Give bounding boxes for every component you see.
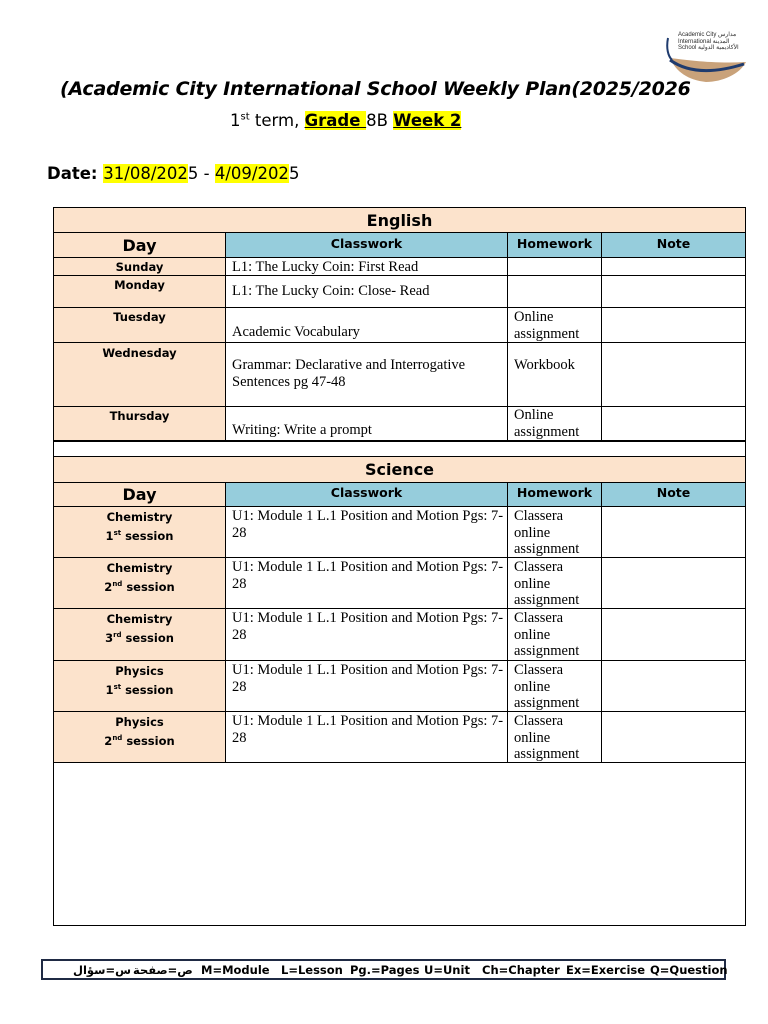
- legend-page-ar: ص=صفحة: [133, 963, 193, 977]
- science-classwork-row-4: U1: Module 1 L.1 Position and Motion Pgs: 7-28: [226, 661, 508, 712]
- science-session-sup-4: st: [113, 683, 122, 691]
- english-day-sunday: Sunday: [54, 258, 226, 276]
- english-note-header: Note: [602, 233, 745, 258]
- science-classwork-row-3: U1: Module 1 L.1 Position and Motion Pgs: 7-28: [226, 609, 508, 661]
- legend-chapter: Ch=Chapter: [482, 963, 560, 977]
- english-homework-sunday: [508, 258, 602, 276]
- grade-label: Grade: [304, 111, 367, 130]
- english-classwork-monday: L1: The Lucky Coin: Close- Read: [226, 276, 508, 308]
- science-session-num-4: 1: [105, 682, 114, 697]
- english-note-wednesday: [602, 343, 745, 407]
- english-day-tuesday: Tuesday: [54, 308, 226, 343]
- legend-pages: Pg.=Pages: [350, 963, 420, 977]
- english-note-monday: [602, 276, 745, 308]
- english-homework-wednesday: Workbook: [508, 343, 602, 407]
- science-session-label-4: session: [121, 682, 174, 697]
- logo-arabic1: مدارس: [718, 32, 737, 38]
- science-session-sup-1: st: [113, 529, 122, 537]
- logo-line2: International: [678, 38, 712, 45]
- english-homework-thursday: Online assignment: [508, 407, 602, 441]
- english-note-tuesday: [602, 308, 745, 343]
- page-title: (Academic City International School Weekly Plan(2025/2026: [60, 78, 691, 100]
- science-session-sup-3: rd: [113, 631, 122, 639]
- grade-value: 8B: [366, 111, 394, 130]
- school-logo: [666, 30, 748, 84]
- date-start-highlight: 31/08/202: [103, 164, 188, 183]
- science-homework-row-5: Classera online assignment: [508, 712, 602, 763]
- science-homework-row-2: Classera online assignment: [508, 558, 602, 609]
- english-classwork-tuesday: Academic Vocabulary: [226, 308, 508, 343]
- science-day-row-4: [54, 661, 226, 712]
- science-subject-1: Chemistry: [106, 510, 173, 524]
- science-classwork-row-2: U1: Module 1 L.1 Position and Motion Pgs: 7-28: [226, 558, 508, 609]
- logo-line1: Academic City: [678, 32, 717, 38]
- science-homework-row-1: Classera online assignment: [508, 507, 602, 558]
- date-end-tail: 5: [288, 164, 300, 183]
- date-label: Date:: [47, 164, 104, 183]
- date-separator: -: [198, 164, 215, 183]
- english-classwork-thursday: Writing: Write a prompt: [226, 407, 508, 441]
- science-session-label-2: session: [122, 579, 175, 594]
- english-classwork-sunday: L1: The Lucky Coin: First Read: [226, 258, 508, 276]
- english-homework-tuesday: Online assignment: [508, 308, 602, 343]
- science-day-row-1: [54, 507, 226, 558]
- science-note-row-5: [602, 712, 745, 763]
- science-note-row-2: [602, 558, 745, 609]
- english-note-sunday: [602, 258, 745, 276]
- science-homework-row-4: Classera online assignment: [508, 661, 602, 712]
- science-subject-5: Physics: [115, 715, 164, 729]
- science-day-row-3: [54, 609, 226, 661]
- abbreviation-legend: [41, 959, 726, 980]
- science-classwork-row-5: U1: Module 1 L.1 Position and Motion Pgs: 7-28: [226, 712, 508, 763]
- date-range: [47, 164, 299, 183]
- science-note-row-1: [602, 507, 745, 558]
- science-homework-header: Homework: [508, 483, 602, 507]
- science-homework-row-3: Classera online assignment: [508, 609, 602, 661]
- science-session-sup-2: nd: [112, 580, 123, 588]
- term-grade-week: [230, 111, 461, 130]
- science-section-title: Science: [54, 457, 745, 483]
- science-note-row-4: [602, 661, 745, 712]
- english-day-thursday: Thursday: [54, 407, 226, 441]
- english-day-wednesday: Wednesday: [54, 343, 226, 407]
- english-section-title: English: [54, 208, 745, 233]
- legend-lesson: L=Lesson: [281, 963, 343, 977]
- logo-arabic2: المدينة: [712, 38, 730, 45]
- term-suffix: st: [240, 111, 250, 123]
- logo-text: [678, 32, 739, 52]
- english-homework-header: Homework: [508, 233, 602, 258]
- science-session-num-5: 2: [104, 733, 113, 748]
- science-subject-2: Chemistry: [106, 561, 173, 575]
- science-classwork-header: Classwork: [226, 483, 508, 507]
- science-subject-4: Physics: [115, 664, 164, 678]
- english-classwork-wednesday: Grammar: Declarative and Interrogative Sentences pg 47-48: [226, 343, 508, 407]
- week-label: Week 2: [393, 111, 462, 130]
- logo-line3: School: [678, 45, 697, 51]
- science-day-header: Day: [54, 483, 226, 507]
- legend-module: M=Module: [201, 963, 270, 977]
- science-session-label-5: session: [122, 733, 175, 748]
- english-homework-monday: [508, 276, 602, 308]
- science-session-num-1: 1: [105, 528, 114, 543]
- term-number: 1: [230, 111, 241, 130]
- english-day-monday: Monday: [54, 276, 226, 308]
- legend-question: Q=Question: [650, 963, 728, 977]
- science-session-num-2: 2: [104, 579, 113, 594]
- science-note-row-3: [602, 609, 745, 661]
- english-note-thursday: [602, 407, 745, 441]
- legend-unit: U=Unit: [424, 963, 470, 977]
- term-text: term,: [249, 111, 305, 130]
- science-session-sup-5: nd: [112, 734, 123, 742]
- empty-area: [54, 763, 745, 924]
- date-end-highlight: 4/09/202: [214, 164, 289, 183]
- legend-question-ar: س=سؤال: [73, 963, 131, 977]
- science-note-header: Note: [602, 483, 745, 507]
- english-classwork-header: Classwork: [226, 233, 508, 258]
- science-subject-3: Chemistry: [106, 612, 173, 626]
- weekly-plan-frame: [53, 207, 746, 926]
- science-session-label-3: session: [121, 630, 174, 645]
- section-spacer: [54, 441, 745, 457]
- science-day-row-5: [54, 712, 226, 763]
- science-session-num-3: 3: [105, 630, 114, 645]
- logo-arabic3: الأكاديمية الدولية: [698, 45, 739, 51]
- legend-exercise: Ex=Exercise: [566, 963, 646, 977]
- english-day-header: Day: [54, 233, 226, 258]
- science-day-row-2: [54, 558, 226, 609]
- science-classwork-row-1: U1: Module 1 L.1 Position and Motion Pgs: 7-28: [226, 507, 508, 558]
- date-start-tail: 5: [187, 164, 199, 183]
- science-session-label-1: session: [121, 528, 174, 543]
